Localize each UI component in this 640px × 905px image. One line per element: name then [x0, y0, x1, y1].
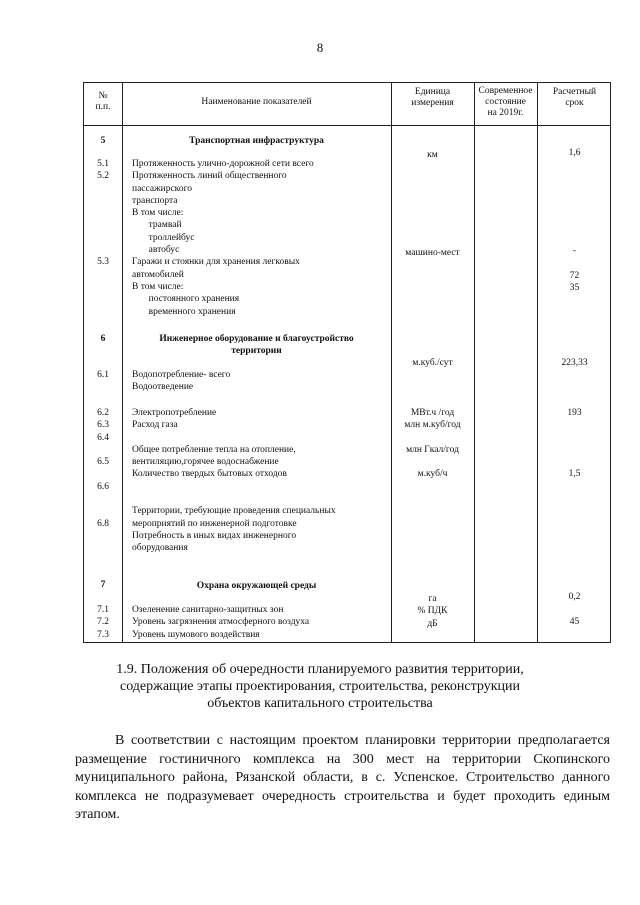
- header-target: Расчетный срок: [552, 87, 597, 108]
- header-name: Наименование показателей: [201, 97, 312, 107]
- section-heading: 1.9. Положения об очередности планируемого развития территории, содержащие этапы проектирования, строительства, реконструкции объектов капитального строительства: [116, 662, 524, 711]
- section-transport-num: 5: [100, 136, 106, 146]
- environment-units: га % ПДК дБ: [417, 594, 448, 629]
- engineering-row-numbers-b: 6.2 6.3 6.4 6.5 6.6 6.8: [97, 408, 109, 529]
- section-environment-num: 7: [100, 580, 106, 590]
- engineering-units-b: МВт.ч /год млн м.куб/год млн Гкал/год м.куб/ч: [404, 408, 461, 480]
- page-number: 8: [316, 40, 324, 55]
- header-current: Современное состояние на 2019г.: [478, 86, 533, 118]
- section-engineering-num: 6: [100, 334, 106, 344]
- section-environment-title: Охрана окружающей среды: [196, 581, 317, 591]
- environment-indicator-names: Озеленение санитарно-защитных зон Уровень загрязнения атмосферного воздуха Уровень шумового воздействия: [132, 605, 310, 640]
- section-transport-title: Транспортная инфраструктура: [189, 136, 324, 146]
- transport-unit-km: км: [427, 150, 438, 160]
- section-engineering-title: Инженерное оборудование и благоустройство территории: [159, 334, 354, 357]
- environment-row-numbers: 7.1 7.2 7.3: [97, 605, 109, 640]
- header-divider: [84, 125, 610, 126]
- column-divider: [474, 83, 475, 642]
- header-unit: Единица измерения: [411, 87, 454, 108]
- transport-row-numbers: 5.1 5.2 5.3: [97, 159, 109, 268]
- column-divider: [122, 83, 123, 642]
- engineering-target-values-b: 193 1,5: [567, 408, 582, 480]
- engineering-target-water: 223,33: [561, 358, 588, 368]
- body-paragraph: В соответствии с настоящим проектом планировки территории предполагается размещение гостиничного комплекса на 300 мест на территории Скопинского муниципального района, Рязанской области, в с. Успенское. Строительство данного комплекса не подразумевает очередность строительства и будет проходить единым этапом.: [75, 733, 610, 822]
- engineering-unit-water: м.куб./сут: [412, 358, 453, 368]
- engineering-indicator-names-a: Водопотребление- всего Водоотведение: [132, 370, 231, 393]
- transport-target-values: 1,6 - 72 35: [568, 148, 581, 294]
- engineering-row-numbers-a: 6.1: [97, 370, 109, 380]
- transport-unit-parking: машино-мест: [405, 248, 460, 258]
- engineering-indicator-names-b: Электропотребление Расход газа Общее потребление тепла на отопление, вентиляцию,горячее водоснабжение Количество твердых бытовых отходов Территории, требующие проведения специальных мероприятий по инженерной подготовке Потребность в иных видах инженерного оборудования: [132, 408, 336, 554]
- header-num: № п.п.: [95, 91, 111, 112]
- transport-indicator-names: Протяженность улично-дорожной сети всего Протяженность линий общественного пассажирского транспорта В том числе: трамвай троллейбус автобус Гаражи и стоянки для хранения легковых автомобилей В том числе: постоянного хранения временного хранения: [132, 159, 314, 317]
- environment-target-values: 0,2 45: [568, 592, 581, 627]
- indicators-table: [83, 82, 611, 643]
